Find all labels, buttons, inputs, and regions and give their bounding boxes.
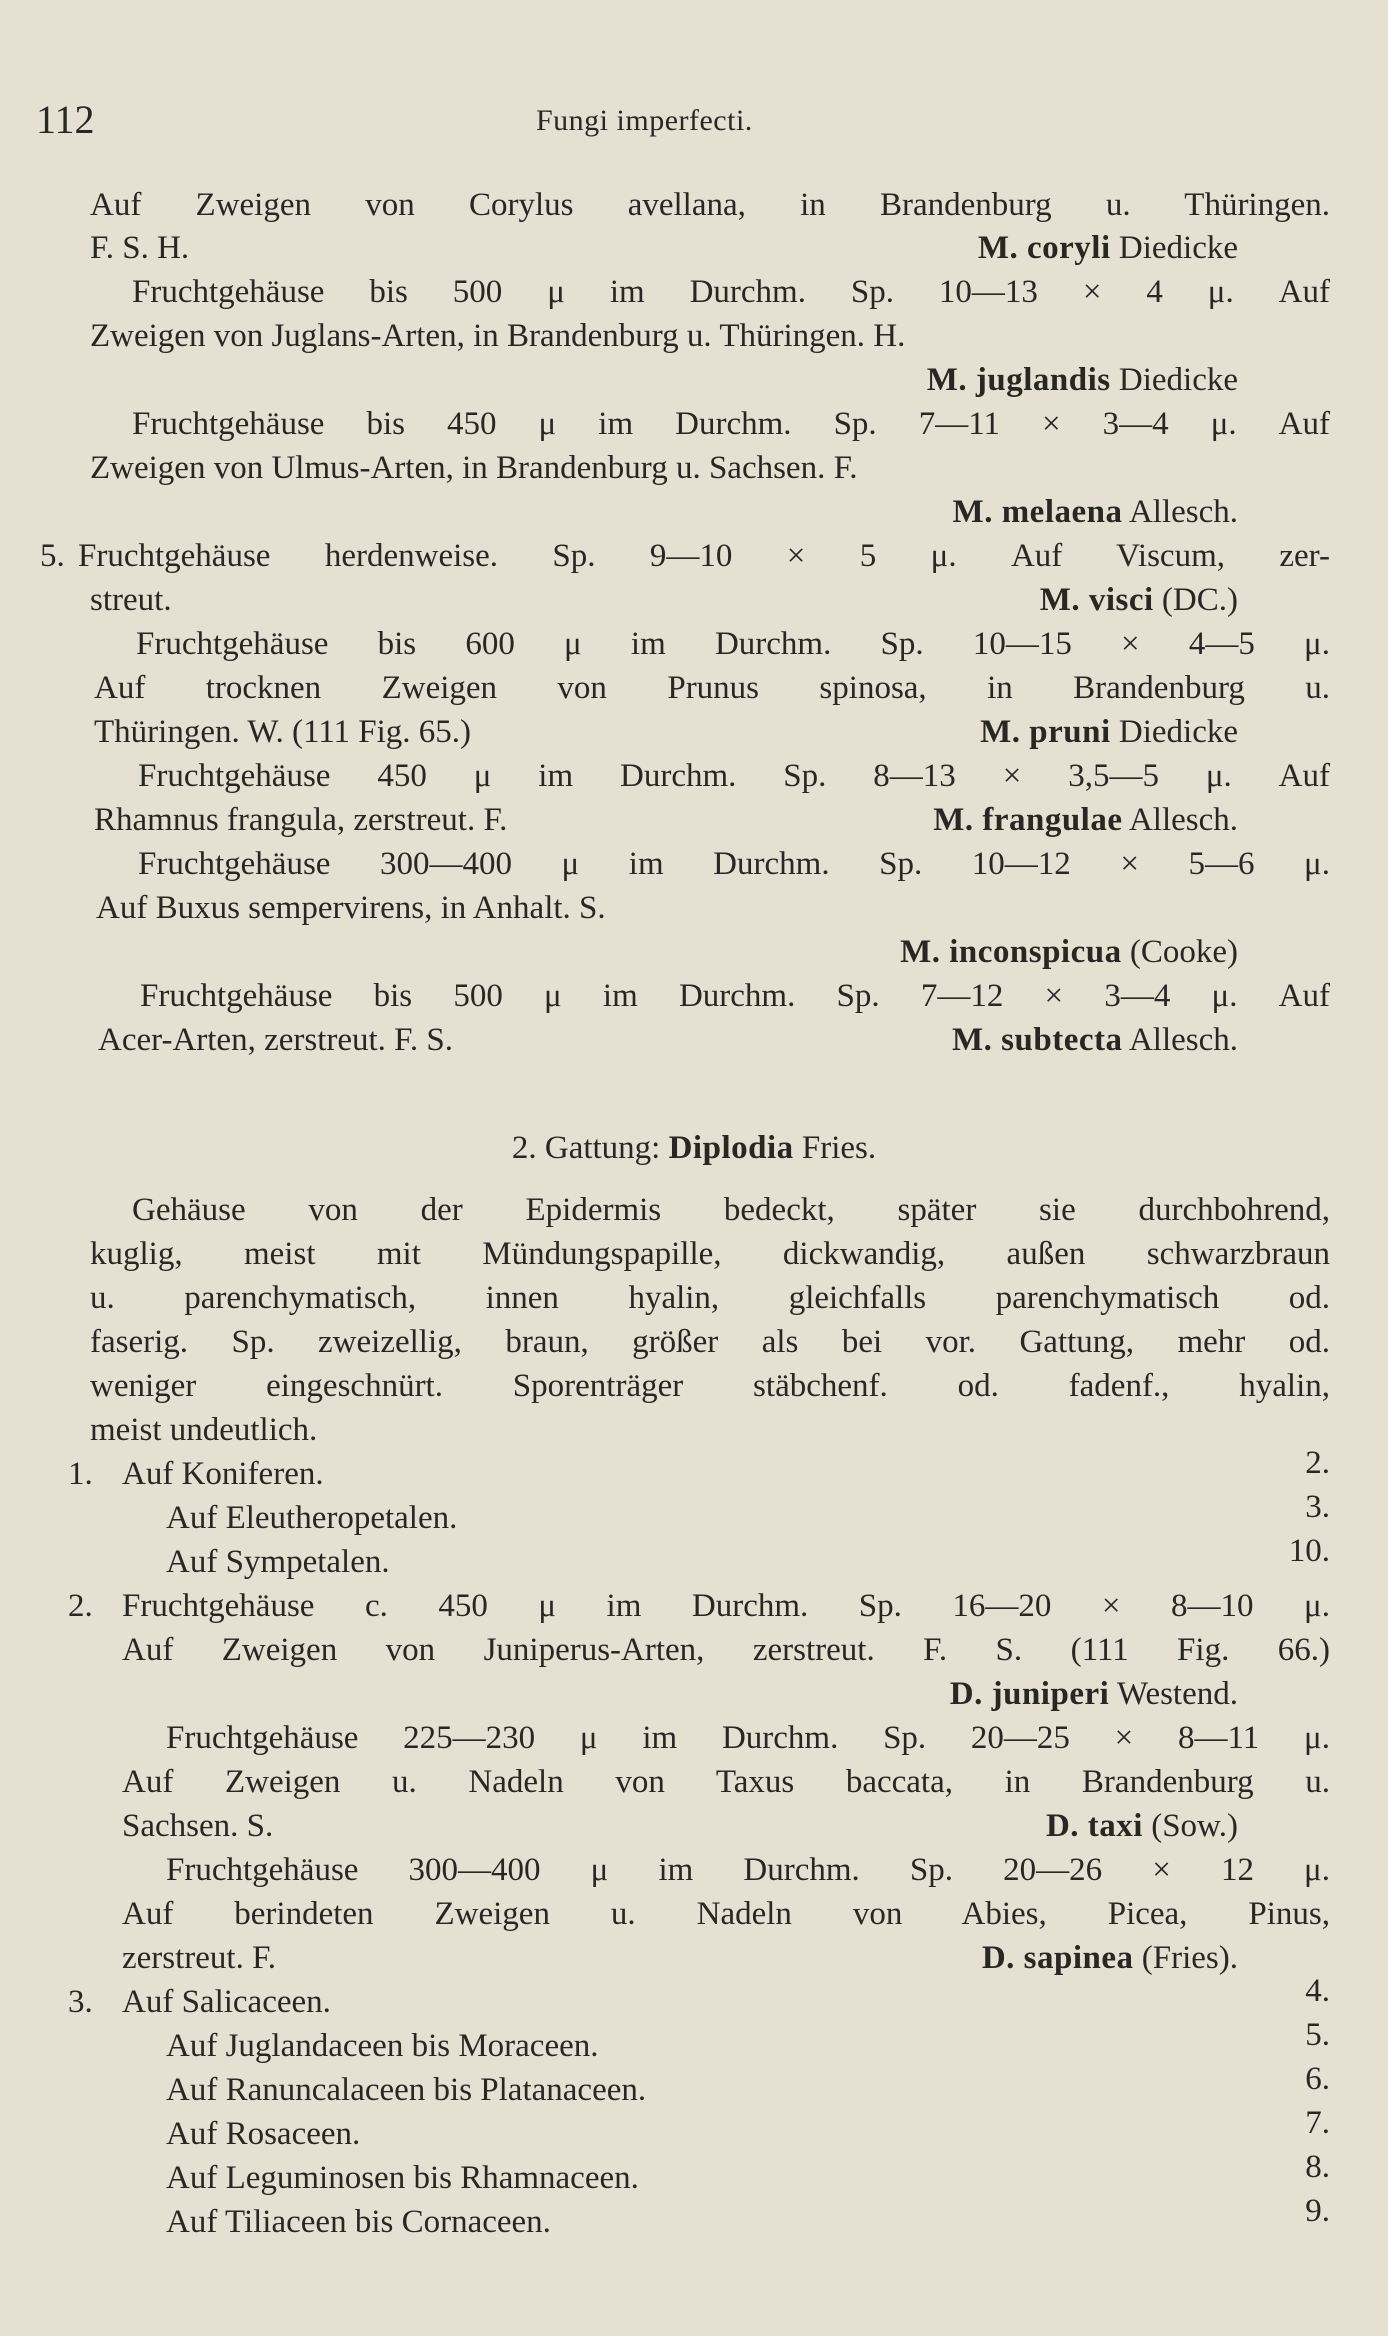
species-binomial: M. subtecta bbox=[952, 1022, 1123, 1058]
text-line bbox=[94, 798, 1238, 842]
key-number: 3. bbox=[68, 1984, 93, 2020]
key-entry: Auf Sympetalen. bbox=[166, 1544, 390, 1580]
key-reference: 7. bbox=[1305, 2105, 1330, 2141]
species-author: Diedicke bbox=[1118, 230, 1238, 266]
species-name bbox=[1040, 578, 1238, 622]
species-name bbox=[933, 798, 1238, 842]
text-line: Auf Zweigen von Juniperus-Arten, zerstreut. F. S. (111 Fig. 66.) bbox=[122, 1632, 1330, 1668]
key-text: Fruchtgehäuse herdenweise. Sp. 9—10 × 5 μ. Auf Viscum, zer- bbox=[78, 538, 1330, 574]
genus-name: Diplodia bbox=[668, 1130, 794, 1166]
species-author: Diedicke bbox=[1118, 362, 1238, 398]
text-line bbox=[40, 534, 1330, 578]
key-number: 2. bbox=[68, 1588, 93, 1624]
key-reference: 9. bbox=[1305, 2193, 1330, 2229]
text-line bbox=[94, 710, 1238, 754]
species-author: Allesch. bbox=[1128, 494, 1238, 530]
locality-text: streut. bbox=[90, 582, 172, 618]
text-line: Zweigen von Ulmus-Arten, in Brandenburg u. Sachsen. F. bbox=[90, 450, 858, 486]
text-line: Fruchtgehäuse 450 μ im Durchm. Sp. 8—13 × 3,5—5 μ. Auf bbox=[138, 758, 1330, 794]
locality-text: Thüringen. W. (111 Fig. 65.) bbox=[94, 714, 472, 750]
key-reference: 3. bbox=[1305, 1489, 1330, 1525]
key-entry bbox=[68, 1980, 1330, 2024]
section-prefix: 2. Gattung: bbox=[511, 1130, 661, 1166]
species-binomial: M. visci bbox=[1039, 582, 1154, 618]
text-line bbox=[90, 578, 1238, 622]
species-name bbox=[980, 710, 1238, 754]
text-line bbox=[122, 1804, 1238, 1848]
species-author: (Fries). bbox=[1141, 1940, 1238, 1976]
key-entry bbox=[68, 1452, 1330, 1496]
text-line: Auf Buxus sempervirens, in Anhalt. S. bbox=[96, 890, 606, 926]
text-line: Auf Zweigen u. Nadeln von Taxus baccata, in Brandenburg u. bbox=[122, 1764, 1330, 1800]
key-entry: Auf Rosaceen. bbox=[166, 2116, 361, 2152]
species-name bbox=[982, 1936, 1238, 1980]
species-author: Allesch. bbox=[1128, 802, 1238, 838]
running-title: Fungi imperfecti. bbox=[536, 104, 753, 137]
description-line: weniger eingeschnürt. Sporenträger stäbchenf. od. fadenf., hyalin, bbox=[90, 1368, 1330, 1404]
species-binomial: M. pruni bbox=[980, 714, 1111, 750]
key-entry: Auf Leguminosen bis Rhamnaceen. bbox=[166, 2160, 639, 2196]
text-line: Auf trocknen Zweigen von Prunus spinosa, in Brandenburg u. bbox=[94, 670, 1330, 706]
text-line: Fruchtgehäuse bis 500 μ im Durchm. Sp. 10—13 × 4 μ. Auf bbox=[132, 274, 1330, 310]
key-reference: 4. bbox=[1305, 1973, 1330, 2009]
species-name bbox=[96, 930, 1238, 974]
species-binomial: M. inconspicua bbox=[900, 934, 1122, 970]
species-author: (Sow.) bbox=[1151, 1808, 1238, 1844]
text-line bbox=[98, 1018, 1238, 1062]
key-reference: 6. bbox=[1305, 2061, 1330, 2097]
key-entry: Auf Eleutheropetalen. bbox=[166, 1500, 458, 1536]
text-line: Fruchtgehäuse 300—400 μ im Durchm. Sp. 10—12 × 5—6 μ. bbox=[138, 846, 1330, 882]
species-name bbox=[122, 1672, 1238, 1716]
text-line bbox=[68, 1584, 1330, 1628]
locality-text: Sachsen. S. bbox=[122, 1808, 274, 1844]
key-reference: 8. bbox=[1305, 2149, 1330, 2185]
key-reference: 10. bbox=[1288, 1533, 1330, 1569]
key-entry: Auf Ranuncalaceen bis Platanaceen. bbox=[166, 2072, 647, 2108]
species-name bbox=[90, 490, 1238, 534]
description-line: Gehäuse von der Epidermis bedeckt, später sie durchbohrend, bbox=[132, 1192, 1330, 1228]
locality-text: zerstreut. F. bbox=[122, 1940, 277, 1976]
page-number: 112 bbox=[36, 97, 95, 142]
key-number: 1. bbox=[68, 1456, 93, 1492]
key-text: Auf Salicaceen. bbox=[122, 1984, 331, 2020]
species-name bbox=[90, 358, 1238, 402]
text-line: Fruchtgehäuse 225—230 μ im Durchm. Sp. 20—25 × 8—11 μ. bbox=[166, 1720, 1330, 1756]
species-binomial: M. frangulae bbox=[933, 802, 1123, 838]
species-author: Diedicke bbox=[1118, 714, 1238, 750]
text-line bbox=[90, 226, 1238, 270]
species-name bbox=[978, 226, 1238, 270]
locality-text: Acer-Arten, zerstreut. F. S. bbox=[98, 1022, 453, 1058]
species-name bbox=[952, 1018, 1238, 1062]
text-line bbox=[122, 1936, 1238, 1980]
text-line: Fruchtgehäuse bis 500 μ im Durchm. Sp. 7—12 × 3—4 μ. Auf bbox=[140, 978, 1330, 1014]
text-line: Auf Zweigen von Corylus avellana, in Brandenburg u. Thüringen. bbox=[90, 187, 1330, 223]
locality-text: F. S. H. bbox=[90, 230, 190, 266]
species-name bbox=[1046, 1804, 1238, 1848]
description-line: kuglig, meist mit Mündungspapille, dickwandig, außen schwarzbraun bbox=[90, 1236, 1330, 1272]
key-text: Fruchtgehäuse c. 450 μ im Durchm. Sp. 16—20 × 8—10 μ. bbox=[122, 1588, 1330, 1624]
species-author: (DC.) bbox=[1161, 582, 1238, 618]
key-entry: Auf Juglandaceen bis Moraceen. bbox=[166, 2028, 599, 2064]
text-line: Auf berindeten Zweigen u. Nadeln von Abies, Picea, Pinus, bbox=[122, 1896, 1330, 1932]
species-binomial: D. juniperi bbox=[949, 1676, 1110, 1712]
key-reference: 5. bbox=[1305, 2017, 1330, 2053]
key-text: Auf Koniferen. bbox=[122, 1456, 324, 1492]
description-line: meist undeutlich. bbox=[90, 1412, 318, 1448]
genus-author: Fries. bbox=[801, 1130, 877, 1166]
species-binomial: M. juglandis bbox=[926, 362, 1111, 398]
description-line: u. parenchymatisch, innen hyalin, gleichfalls parenchymatisch od. bbox=[90, 1280, 1330, 1316]
locality-text: Rhamnus frangula, zerstreut. F. bbox=[94, 802, 508, 838]
description-line: faserig. Sp. zweizellig, braun, größer als bei vor. Gattung, mehr od. bbox=[90, 1324, 1330, 1360]
key-reference: 2. bbox=[1305, 1445, 1330, 1481]
species-binomial: M. melaena bbox=[952, 494, 1123, 530]
text-line: Fruchtgehäuse 300—400 μ im Durchm. Sp. 20—26 × 12 μ. bbox=[166, 1852, 1330, 1888]
species-author: Allesch. bbox=[1128, 1022, 1238, 1058]
species-author: (Cooke) bbox=[1129, 934, 1238, 970]
species-binomial: M. coryli bbox=[977, 230, 1111, 266]
species-binomial: D. sapinea bbox=[981, 1940, 1134, 1976]
key-entry: Auf Tiliaceen bis Cornaceen. bbox=[166, 2204, 551, 2240]
text-line: Fruchtgehäuse bis 450 μ im Durchm. Sp. 7—11 × 3—4 μ. Auf bbox=[132, 406, 1330, 442]
species-author: Westend. bbox=[1116, 1676, 1238, 1712]
section-heading bbox=[0, 1126, 1388, 1170]
species-binomial: D. taxi bbox=[1045, 1808, 1143, 1844]
text-line: Zweigen von Juglans-Arten, in Brandenburg u. Thüringen. H. bbox=[90, 318, 906, 354]
text-line: Fruchtgehäuse bis 600 μ im Durchm. Sp. 10—15 × 4—5 μ. bbox=[136, 626, 1330, 662]
key-number: 5. bbox=[40, 538, 65, 574]
